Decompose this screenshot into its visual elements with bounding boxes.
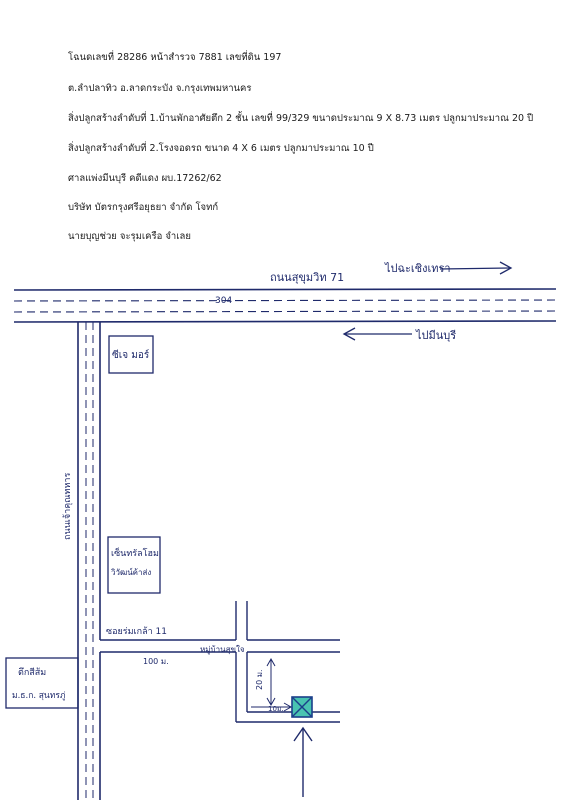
distance-100-label: 100 ม. (143, 657, 169, 666)
shop-mid-label-2: วิวัฒน์ค้าส่ง (111, 568, 152, 577)
shop-mid-label-1: เซ็นทรัลโฮม (111, 549, 159, 559)
plaintiff-line: บริษัท บัตรกรุงศรีอยุธยา จำกัด โจทก์ (68, 202, 219, 213)
property-marker-icon (292, 697, 312, 717)
building-1-line: สิ่งปลูกสร้างลำดับที่ 1.บ้านพักอาศัยตึก 2 ชั้น เลขที่ 99/329 ขนาดประมาณ 9 X 8.73 เมตร ปลูกมาประมาณ 20 ปี (68, 113, 534, 124)
pointer-arrow-icon (294, 728, 312, 797)
building-2-line: สิ่งปลูกสร้างลำดับที่ 2.โรงจอดรถ ขนาด 4 X 6 เมตร ปลูกมาประมาณ 10 ปี (68, 143, 374, 154)
shop-top-label: ซีเจ มอร์ (112, 350, 150, 361)
arrow-left-icon (344, 328, 412, 340)
to-left-label: ไปมีนบุรี (416, 329, 457, 342)
main-road (14, 289, 556, 322)
side-road-label: ถนนเจ้าคุณทหาร (63, 472, 73, 540)
deed-line: โฉนดเลขที่ 28286 หน้าสำรวจ 7881 เลขที่ดิน 197 (68, 52, 282, 63)
court-line: ศาลแพ่งมีนบุรี คดีแดง ผบ.17262/62 (68, 173, 222, 184)
distance-10-label: 10ม. (268, 705, 284, 713)
dim-20-arrow-icon (267, 659, 275, 705)
corner-label-1: ตึกสีส้ม (18, 668, 47, 678)
location-line: ต.ลำปลาทิว อ.ลาดกระบัง จ.กรุงเทพมหานคร (68, 83, 252, 94)
side-road (78, 322, 100, 800)
village-label: หมู่บ้านสุขใจ (200, 645, 245, 654)
route-number-label: 304 (215, 296, 233, 306)
road-main-label: ถนนสุขุมวิท 71 (270, 271, 345, 284)
soi-label: ซอยร่มเกล้า 11 (106, 627, 167, 637)
shop-mid-box (108, 537, 160, 593)
arrow-right-icon (440, 262, 511, 274)
lane-road (236, 601, 340, 722)
distance-20-label: 20 ม. (255, 669, 264, 690)
corner-label-2: ม.ธ.ก. สุนทรภู่ (12, 691, 66, 701)
to-right-label: ไปฉะเชิงเทรา (385, 262, 451, 275)
defendant-line: นายบุญช่วย จะรุมเครือ จำเลย (68, 231, 191, 242)
